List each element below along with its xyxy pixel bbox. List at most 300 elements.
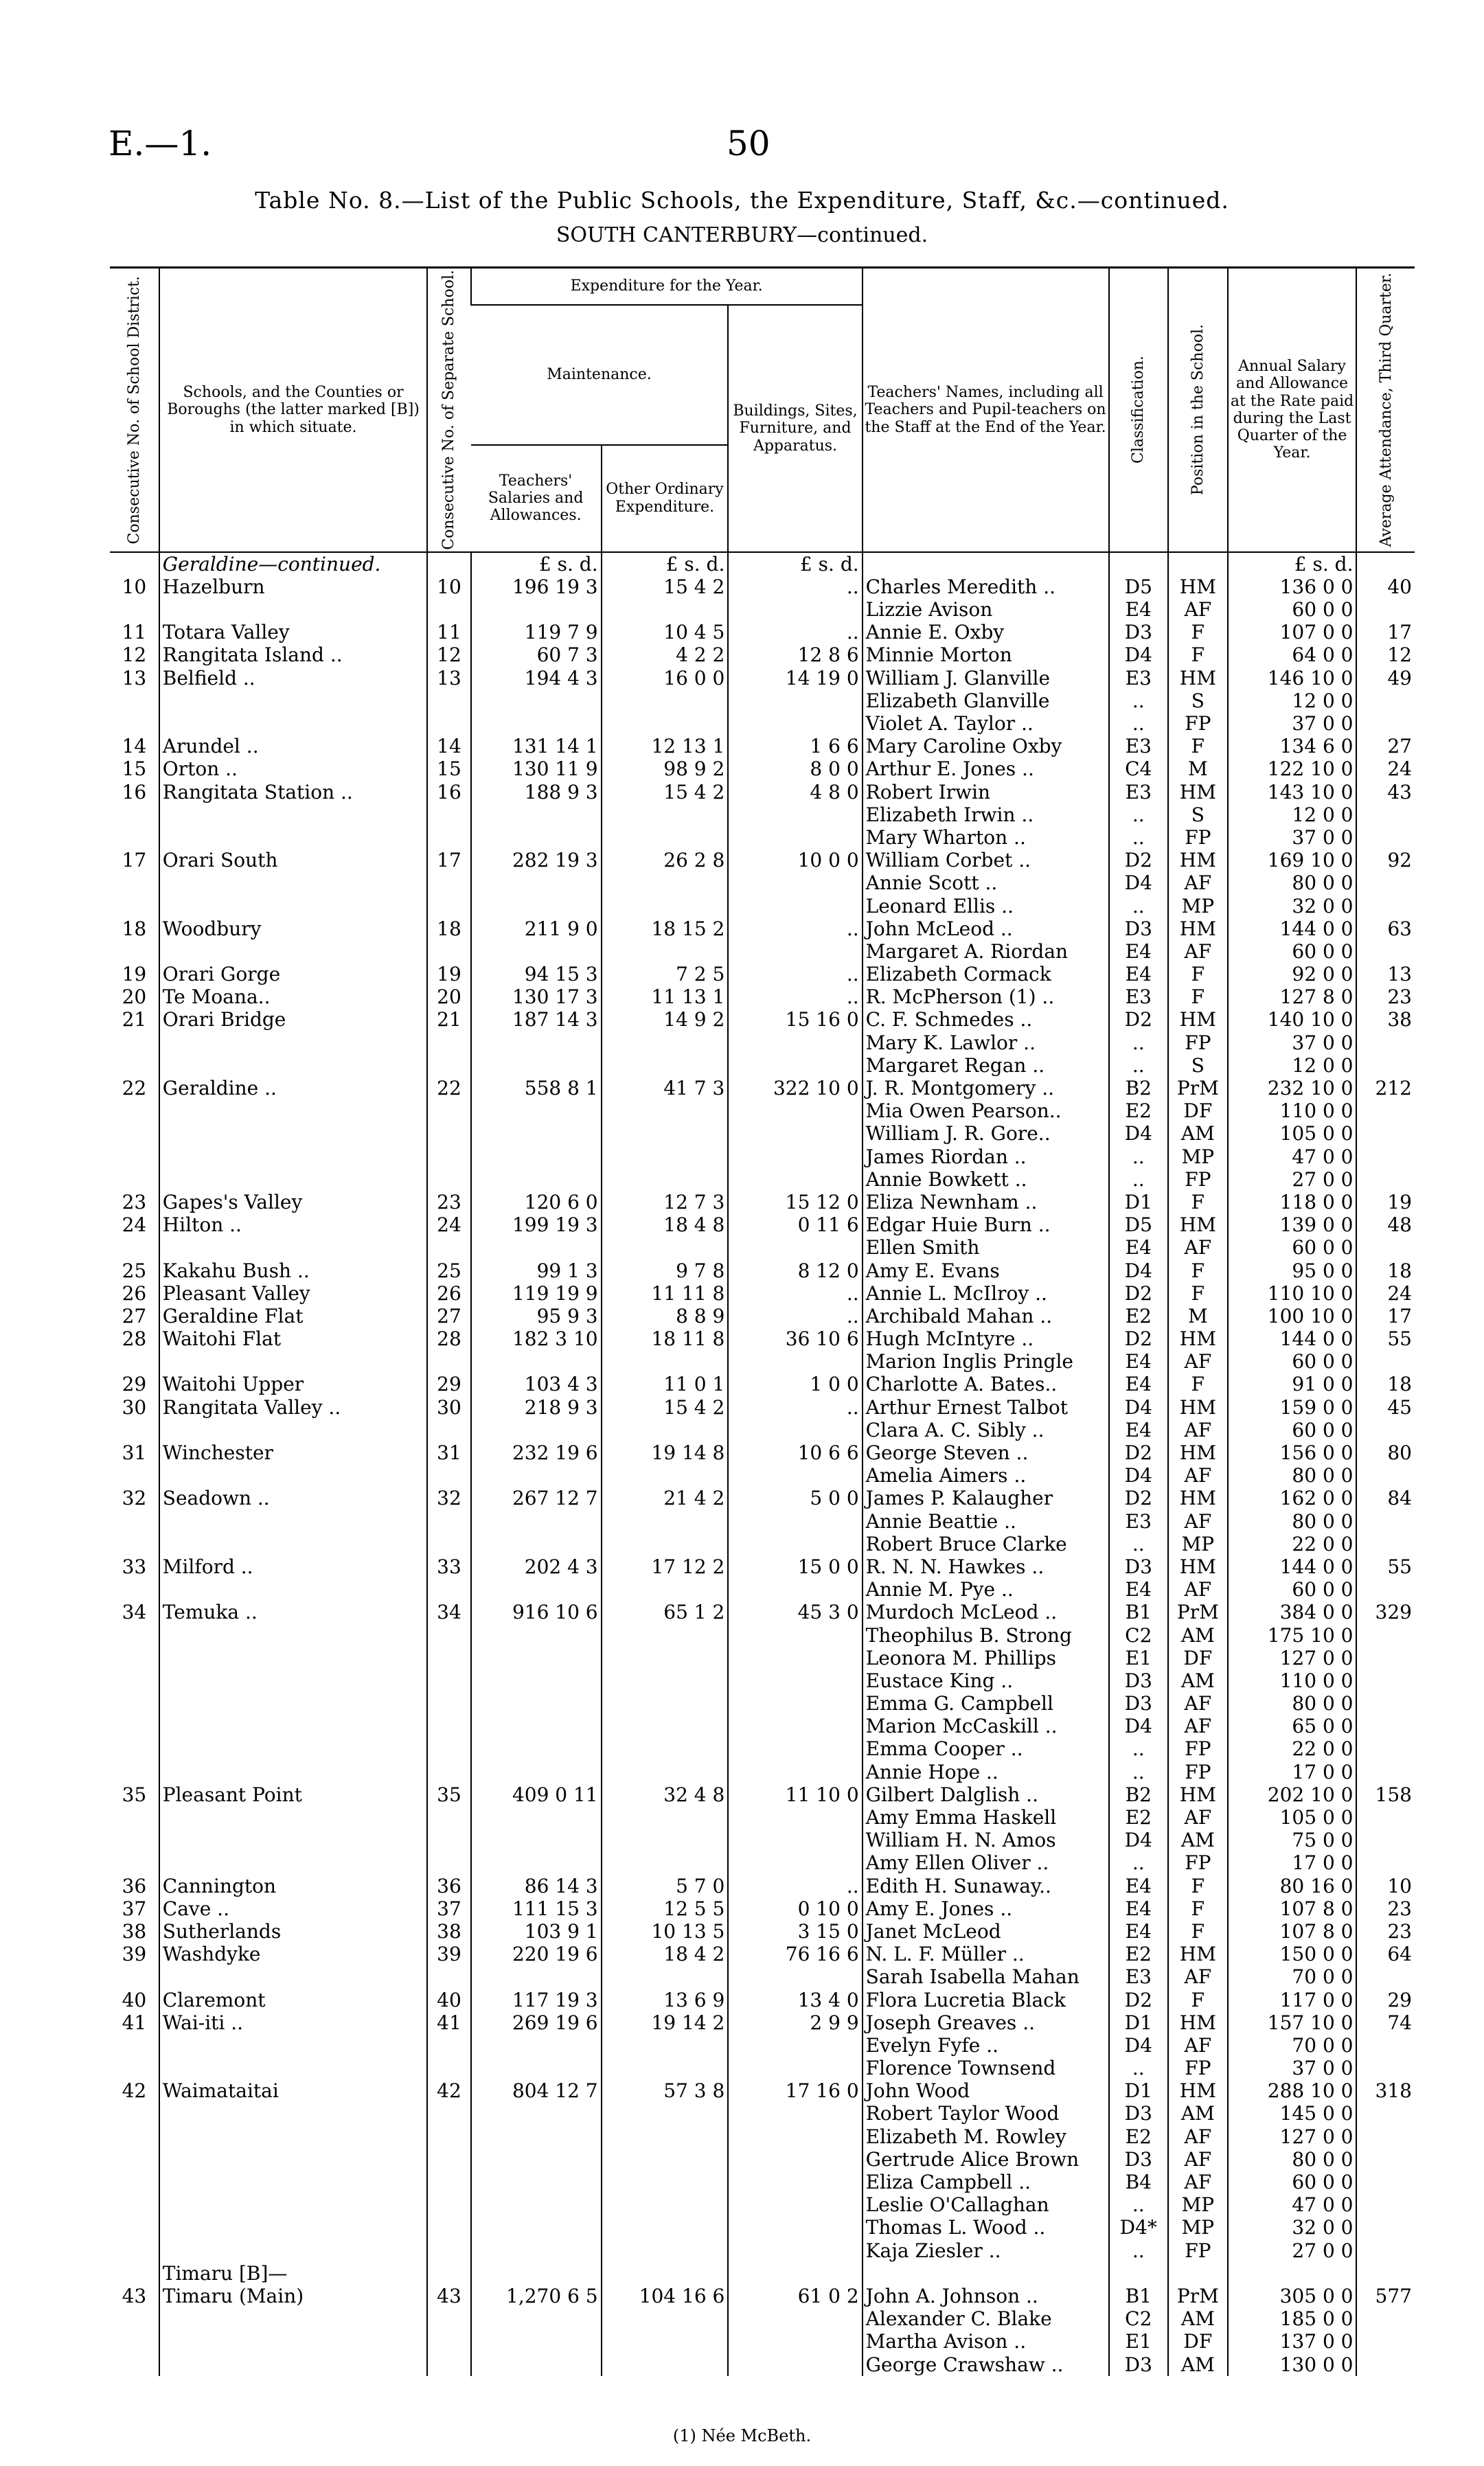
teachers-salaries: 119 7 9 bbox=[471, 621, 602, 643]
classification: D3 bbox=[1109, 1692, 1169, 1715]
other-expenditure: 15 4 2 bbox=[602, 1396, 729, 1419]
school-no bbox=[427, 1419, 470, 1441]
school-name: Arundel .. bbox=[159, 735, 428, 757]
table-row bbox=[110, 1031, 1415, 1054]
classification: .. bbox=[1109, 1761, 1169, 1783]
attendance bbox=[1356, 1419, 1415, 1441]
position: FP bbox=[1168, 1851, 1228, 1874]
school-no bbox=[427, 1851, 470, 1874]
classification: E4 bbox=[1109, 598, 1169, 621]
teacher-name: Annie L. McIlroy .. bbox=[863, 1282, 1109, 1305]
salary: 162 0 0 bbox=[1228, 1487, 1357, 1509]
position: AF bbox=[1168, 2034, 1228, 2057]
attendance: 17 bbox=[1356, 621, 1415, 643]
school-no bbox=[427, 1761, 470, 1783]
table-row bbox=[110, 643, 1415, 666]
teachers-salaries bbox=[471, 2193, 602, 2216]
school-no: 41 bbox=[427, 2011, 470, 2034]
district-no bbox=[110, 2125, 159, 2148]
teacher-name: Amelia Aimers .. bbox=[863, 1464, 1109, 1487]
teachers-salaries bbox=[471, 1624, 602, 1647]
teachers-salaries bbox=[471, 2125, 602, 2148]
salary: 157 10 0 bbox=[1228, 2011, 1357, 2034]
buildings bbox=[728, 1578, 862, 1601]
classification: .. bbox=[1109, 803, 1169, 826]
position: HM bbox=[1168, 1213, 1228, 1236]
school-no: 29 bbox=[427, 1373, 470, 1395]
salary: 100 10 0 bbox=[1228, 1305, 1357, 1327]
buildings: 10 0 0 bbox=[728, 849, 862, 871]
classification: D5 bbox=[1109, 575, 1169, 598]
table-row bbox=[110, 1965, 1415, 1988]
school-name: Claremont bbox=[159, 1989, 428, 2011]
buildings bbox=[728, 1851, 862, 1874]
teachers-salaries: 916 10 6 bbox=[471, 1601, 602, 1623]
school-name bbox=[159, 1145, 428, 1168]
classification: .. bbox=[1109, 1168, 1169, 1191]
attendance bbox=[1356, 1099, 1415, 1122]
salary: 144 0 0 bbox=[1228, 1327, 1357, 1350]
teachers-salaries bbox=[471, 2057, 602, 2079]
salary: 127 0 0 bbox=[1228, 2125, 1357, 2148]
teacher-name: Edgar Huie Burn .. bbox=[863, 1213, 1109, 1236]
school-name bbox=[159, 895, 428, 917]
attendance bbox=[1356, 826, 1415, 849]
classification: .. bbox=[1109, 1054, 1169, 1077]
district-no bbox=[110, 2330, 159, 2353]
classification: .. bbox=[1109, 1031, 1169, 1054]
salary: 65 0 0 bbox=[1228, 1715, 1357, 1737]
salary: 17 0 0 bbox=[1228, 1851, 1357, 1874]
school-name: Hilton .. bbox=[159, 1213, 428, 1236]
table-row bbox=[110, 1122, 1415, 1145]
school-name: Winchester bbox=[159, 1441, 428, 1464]
position: S bbox=[1168, 689, 1228, 712]
attendance bbox=[1356, 1851, 1415, 1874]
other-expenditure bbox=[602, 1510, 729, 1533]
teacher-name: Annie Scott .. bbox=[863, 871, 1109, 894]
position: HM bbox=[1168, 575, 1228, 598]
attendance bbox=[1356, 598, 1415, 621]
salary: 12 0 0 bbox=[1228, 689, 1357, 712]
table-row bbox=[110, 2216, 1415, 2239]
table-row bbox=[110, 2011, 1415, 2034]
buildings: 322 10 0 bbox=[728, 1077, 862, 1099]
table-row bbox=[110, 963, 1415, 985]
other-expenditure: 11 11 8 bbox=[602, 1282, 729, 1305]
school-name bbox=[159, 1624, 428, 1647]
school-name bbox=[159, 1350, 428, 1373]
teachers-salaries: 60 7 3 bbox=[471, 643, 602, 666]
table-row bbox=[110, 1259, 1415, 1282]
other-expenditure bbox=[602, 2102, 729, 2125]
district-no bbox=[110, 2307, 159, 2330]
school-no bbox=[427, 2239, 470, 2262]
teacher-name: Eliza Newnham .. bbox=[863, 1191, 1109, 1213]
attendance: 158 bbox=[1356, 1783, 1415, 1806]
other-expenditure bbox=[602, 940, 729, 963]
position: FP bbox=[1168, 1761, 1228, 1783]
teacher-name: Eustace King .. bbox=[863, 1669, 1109, 1692]
attendance bbox=[1356, 2102, 1415, 2125]
district-no bbox=[110, 2353, 159, 2376]
classification: D4 bbox=[1109, 1464, 1169, 1487]
school-name bbox=[159, 2330, 428, 2353]
salary: 137 0 0 bbox=[1228, 2330, 1357, 2353]
school-name: Gapes's Valley bbox=[159, 1191, 428, 1213]
school-no bbox=[427, 598, 470, 621]
attendance bbox=[1356, 1533, 1415, 1555]
school-no bbox=[427, 1965, 470, 1988]
school-no bbox=[427, 1737, 470, 1760]
teacher-name: Flora Lucretia Black bbox=[863, 1989, 1109, 2011]
school-no bbox=[427, 940, 470, 963]
school-name bbox=[159, 2148, 428, 2171]
district-no: 41 bbox=[122, 2011, 147, 2034]
teachers-salaries bbox=[471, 871, 602, 894]
district-no: 38 bbox=[122, 1919, 147, 1943]
salary: 127 8 0 bbox=[1228, 985, 1357, 1008]
attendance: 55 bbox=[1356, 1327, 1415, 1350]
other-expenditure bbox=[602, 1145, 729, 1168]
other-expenditure: 18 4 2 bbox=[602, 1943, 729, 1965]
salary: 127 0 0 bbox=[1228, 1647, 1357, 1669]
other-expenditure: 57 3 8 bbox=[602, 2079, 729, 2102]
classification: D2 bbox=[1109, 1487, 1169, 1509]
table-row bbox=[110, 2125, 1415, 2148]
classification: C4 bbox=[1109, 757, 1169, 780]
classification: E3 bbox=[1109, 1965, 1169, 1988]
attendance bbox=[1356, 2148, 1415, 2171]
district-no: 43 bbox=[122, 2284, 147, 2307]
teachers-salaries bbox=[471, 2216, 602, 2239]
school-no: 12 bbox=[427, 643, 470, 666]
teachers-salaries bbox=[471, 1851, 602, 1874]
school-name: Temuka .. bbox=[159, 1601, 428, 1623]
salary: 169 10 0 bbox=[1228, 849, 1357, 871]
salary: 107 8 0 bbox=[1228, 1920, 1357, 1943]
units-salaries: £ s. d. bbox=[471, 552, 602, 575]
position: PrM bbox=[1168, 1601, 1228, 1623]
district-no bbox=[110, 940, 159, 963]
salary: 122 10 0 bbox=[1228, 757, 1357, 780]
district-no bbox=[110, 1806, 159, 1829]
position: HM bbox=[1168, 1487, 1228, 1509]
teacher-name: William H. N. Amos bbox=[863, 1829, 1109, 1851]
district-no bbox=[110, 1099, 159, 1122]
teacher-name: Thomas L. Wood .. bbox=[863, 2216, 1109, 2239]
salary: 145 0 0 bbox=[1228, 2102, 1357, 2125]
teachers-salaries bbox=[471, 1578, 602, 1601]
table-subtitle: SOUTH CANTERBURY—continued. bbox=[556, 223, 928, 247]
other-expenditure bbox=[602, 1464, 729, 1487]
school-no bbox=[427, 1236, 470, 1259]
teachers-salaries: 282 19 3 bbox=[471, 849, 602, 871]
other-expenditure bbox=[602, 598, 729, 621]
position: AM bbox=[1168, 2307, 1228, 2330]
buildings bbox=[728, 1099, 862, 1122]
salary: 60 0 0 bbox=[1228, 1578, 1357, 1601]
school-name bbox=[159, 1829, 428, 1851]
teachers-salaries: 117 19 3 bbox=[471, 1989, 602, 2011]
salary: 22 0 0 bbox=[1228, 1737, 1357, 1760]
school-no bbox=[427, 1122, 470, 1145]
buildings: .. bbox=[728, 1282, 862, 1305]
salary: 150 0 0 bbox=[1228, 1943, 1357, 1965]
salary: 140 10 0 bbox=[1228, 1008, 1357, 1031]
salary: 37 0 0 bbox=[1228, 826, 1357, 849]
teachers-salaries bbox=[471, 1145, 602, 1168]
teachers-salaries bbox=[471, 2307, 602, 2330]
buildings bbox=[728, 2330, 862, 2353]
classification: D5 bbox=[1109, 1213, 1169, 1236]
table-row bbox=[110, 1373, 1415, 1395]
other-expenditure bbox=[602, 1533, 729, 1555]
school-name bbox=[159, 1031, 428, 1054]
teachers-salaries bbox=[471, 826, 602, 849]
position: AF bbox=[1168, 2171, 1228, 2193]
teacher-name: Hugh McIntyre .. bbox=[863, 1327, 1109, 1350]
col-salary: Annual Salary and Allowance at the Rate paid during the Last Quarter of the Year. bbox=[1228, 268, 1357, 552]
teacher-name: Theophilus B. Strong bbox=[863, 1624, 1109, 1647]
position: HM bbox=[1168, 1783, 1228, 1806]
school-name bbox=[159, 1578, 428, 1601]
classification: E2 bbox=[1109, 1305, 1169, 1327]
school-no: 32 bbox=[427, 1487, 470, 1509]
table-title: Table No. 8.—List of the Public Schools, the Expenditure, Staff, &c.—continued. bbox=[255, 187, 1229, 214]
attendance bbox=[1356, 803, 1415, 826]
teacher-name: Leonard Ellis .. bbox=[863, 895, 1109, 917]
school-name: Orari Gorge bbox=[159, 963, 428, 985]
teachers-salaries bbox=[471, 1350, 602, 1373]
buildings: .. bbox=[728, 963, 862, 985]
position: AF bbox=[1168, 598, 1228, 621]
school-name bbox=[159, 2216, 428, 2239]
position: FP bbox=[1168, 826, 1228, 849]
attendance bbox=[1356, 1806, 1415, 1829]
teacher-name: Amy E. Evans bbox=[863, 1259, 1109, 1282]
buildings: 0 10 0 bbox=[728, 1897, 862, 1920]
teacher-name: Gilbert Dalglish .. bbox=[863, 1783, 1109, 1806]
teacher-name: Annie Beattie .. bbox=[863, 1510, 1109, 1533]
teacher-name: C. F. Schmedes .. bbox=[863, 1008, 1109, 1031]
buildings bbox=[728, 2193, 862, 2216]
classification: D4 bbox=[1109, 643, 1169, 666]
district-no bbox=[110, 1031, 159, 1054]
other-expenditure: 11 0 1 bbox=[602, 1373, 729, 1395]
units-salary: £ s. d. bbox=[1228, 552, 1357, 575]
other-expenditure: 10 13 5 bbox=[602, 1920, 729, 1943]
district-no bbox=[110, 1715, 159, 1737]
school-name bbox=[159, 1692, 428, 1715]
salary: 95 0 0 bbox=[1228, 1259, 1357, 1282]
position: F bbox=[1168, 643, 1228, 666]
district-no bbox=[110, 2148, 159, 2171]
table-row bbox=[110, 1715, 1415, 1737]
teachers-salaries bbox=[471, 1647, 602, 1669]
attendance bbox=[1356, 1236, 1415, 1259]
table-row bbox=[110, 1510, 1415, 1533]
other-expenditure: 18 11 8 bbox=[602, 1327, 729, 1350]
teacher-name: Martha Avison .. bbox=[863, 2330, 1109, 2353]
salary: 202 10 0 bbox=[1228, 1783, 1357, 1806]
school-name bbox=[159, 1806, 428, 1829]
col-teachers-names: Teachers' Names, including all Teachers and Pupil-teachers on the Staff at the End of the Year. bbox=[863, 268, 1109, 552]
position: AF bbox=[1168, 1419, 1228, 1441]
school-no bbox=[427, 2102, 470, 2125]
position: MP bbox=[1168, 2216, 1228, 2239]
salary: 232 10 0 bbox=[1228, 1077, 1357, 1099]
teacher-name: Marion McCaskill .. bbox=[863, 1715, 1109, 1737]
school-no: 27 bbox=[427, 1305, 470, 1327]
school-no bbox=[427, 2216, 470, 2239]
school-name: Orari Bridge bbox=[159, 1008, 428, 1031]
attendance: 38 bbox=[1356, 1008, 1415, 1031]
buildings: 45 3 0 bbox=[728, 1601, 862, 1623]
school-name bbox=[159, 2239, 428, 2262]
classification: E3 bbox=[1109, 667, 1169, 689]
district-no: 31 bbox=[122, 1441, 147, 1465]
salary: 37 0 0 bbox=[1228, 1031, 1357, 1054]
other-expenditure bbox=[602, 1350, 729, 1373]
district-no bbox=[110, 1350, 159, 1373]
other-expenditure: 8 8 9 bbox=[602, 1305, 729, 1327]
teacher-name: Elizabeth M. Rowley bbox=[863, 2125, 1109, 2148]
teachers-salaries bbox=[471, 1806, 602, 1829]
other-expenditure bbox=[602, 2057, 729, 2079]
position: HM bbox=[1168, 1396, 1228, 1419]
attendance: 92 bbox=[1356, 849, 1415, 871]
school-no bbox=[427, 871, 470, 894]
school-no: 31 bbox=[427, 1441, 470, 1464]
salary: 80 0 0 bbox=[1228, 2148, 1357, 2171]
buildings: 10 6 6 bbox=[728, 1441, 862, 1464]
position: F bbox=[1168, 621, 1228, 643]
attendance: 23 bbox=[1356, 1897, 1415, 1920]
table-row bbox=[110, 1077, 1415, 1099]
classification: E3 bbox=[1109, 735, 1169, 757]
salary: 27 0 0 bbox=[1228, 1168, 1357, 1191]
classification: D4 bbox=[1109, 1396, 1169, 1419]
teacher-name: Margaret A. Riordan bbox=[863, 940, 1109, 963]
other-expenditure bbox=[602, 2193, 729, 2216]
teachers-salaries: 202 4 3 bbox=[471, 1555, 602, 1578]
school-no: 42 bbox=[427, 2079, 470, 2102]
teacher-name: R. N. N. Hawkes .. bbox=[863, 1555, 1109, 1578]
classification: B2 bbox=[1109, 1783, 1169, 1806]
teacher-name: Ellen Smith bbox=[863, 1236, 1109, 1259]
district-no bbox=[110, 1761, 159, 1783]
classification: E4 bbox=[1109, 1578, 1169, 1601]
table-row bbox=[110, 1624, 1415, 1647]
classification: E4 bbox=[1109, 940, 1169, 963]
teachers-salaries bbox=[471, 1122, 602, 1145]
col-classification: Classification. bbox=[1109, 268, 1169, 552]
district-no bbox=[110, 1510, 159, 1533]
salary: 32 0 0 bbox=[1228, 895, 1357, 917]
buildings: 1 6 6 bbox=[728, 735, 862, 757]
attendance bbox=[1356, 2216, 1415, 2239]
teacher-name: Lizzie Avison bbox=[863, 598, 1109, 621]
attendance: 18 bbox=[1356, 1373, 1415, 1395]
col-other-expenditure: Other Ordinary Expenditure. bbox=[602, 445, 729, 552]
district-no bbox=[110, 895, 159, 917]
school-name bbox=[159, 1851, 428, 1874]
attendance bbox=[1356, 871, 1415, 894]
teachers-salaries: 130 17 3 bbox=[471, 985, 602, 1008]
district-no: 19 bbox=[122, 963, 147, 986]
teachers-salaries: 188 9 3 bbox=[471, 781, 602, 803]
district-no bbox=[110, 1965, 159, 1988]
position: AF bbox=[1168, 1350, 1228, 1373]
classification: D2 bbox=[1109, 1008, 1169, 1031]
table-row bbox=[110, 1692, 1415, 1715]
district-no bbox=[110, 1236, 159, 1259]
classification: D2 bbox=[1109, 1441, 1169, 1464]
col-district-no: Consecutive No. of School District. bbox=[110, 268, 159, 552]
buildings: 13 4 0 bbox=[728, 1989, 862, 2011]
table-row bbox=[110, 2102, 1415, 2125]
table-row bbox=[110, 1897, 1415, 1920]
buildings bbox=[728, 2353, 862, 2376]
attendance bbox=[1356, 1464, 1415, 1487]
buildings bbox=[728, 1145, 862, 1168]
teachers-salaries: 199 19 3 bbox=[471, 1213, 602, 1236]
other-expenditure: 104 16 6 bbox=[602, 2285, 729, 2307]
district-no: 16 bbox=[122, 780, 147, 803]
teachers-salaries: 130 11 9 bbox=[471, 757, 602, 780]
buildings bbox=[728, 826, 862, 849]
school-name: Timaru (Main) bbox=[159, 2285, 428, 2307]
school-name bbox=[159, 689, 428, 712]
school-name bbox=[159, 2102, 428, 2125]
district-no: 33 bbox=[122, 1555, 147, 1578]
school-no bbox=[427, 1031, 470, 1054]
teachers-salaries bbox=[471, 2330, 602, 2353]
school-name bbox=[159, 2057, 428, 2079]
buildings: 15 12 0 bbox=[728, 1191, 862, 1213]
table-body bbox=[110, 552, 1415, 2376]
table-row bbox=[110, 1168, 1415, 1191]
school-no bbox=[427, 1168, 470, 1191]
position: FP bbox=[1168, 1168, 1228, 1191]
other-expenditure: 4 2 2 bbox=[602, 643, 729, 666]
table-row bbox=[110, 1829, 1415, 1851]
teacher-name: Arthur E. Jones .. bbox=[863, 757, 1109, 780]
teachers-salaries bbox=[471, 1168, 602, 1191]
buildings bbox=[728, 895, 862, 917]
school-name bbox=[159, 1236, 428, 1259]
classification: E4 bbox=[1109, 1875, 1169, 1897]
attendance: 18 bbox=[1356, 1259, 1415, 1282]
school-name: Seadown .. bbox=[159, 1487, 428, 1509]
table-row bbox=[110, 1191, 1415, 1213]
teachers-salaries bbox=[471, 1829, 602, 1851]
salary: 12 0 0 bbox=[1228, 1054, 1357, 1077]
district-no bbox=[110, 1578, 159, 1601]
attendance bbox=[1356, 2057, 1415, 2079]
school-name: Cave .. bbox=[159, 1897, 428, 1920]
buildings bbox=[728, 1965, 862, 1988]
district-no bbox=[110, 1054, 159, 1077]
school-no bbox=[427, 1054, 470, 1077]
school-no bbox=[427, 1510, 470, 1533]
teachers-salaries bbox=[471, 712, 602, 735]
school-no bbox=[427, 1692, 470, 1715]
other-expenditure bbox=[602, 826, 729, 849]
school-name: Milford .. bbox=[159, 1555, 428, 1578]
table-row bbox=[110, 2171, 1415, 2193]
